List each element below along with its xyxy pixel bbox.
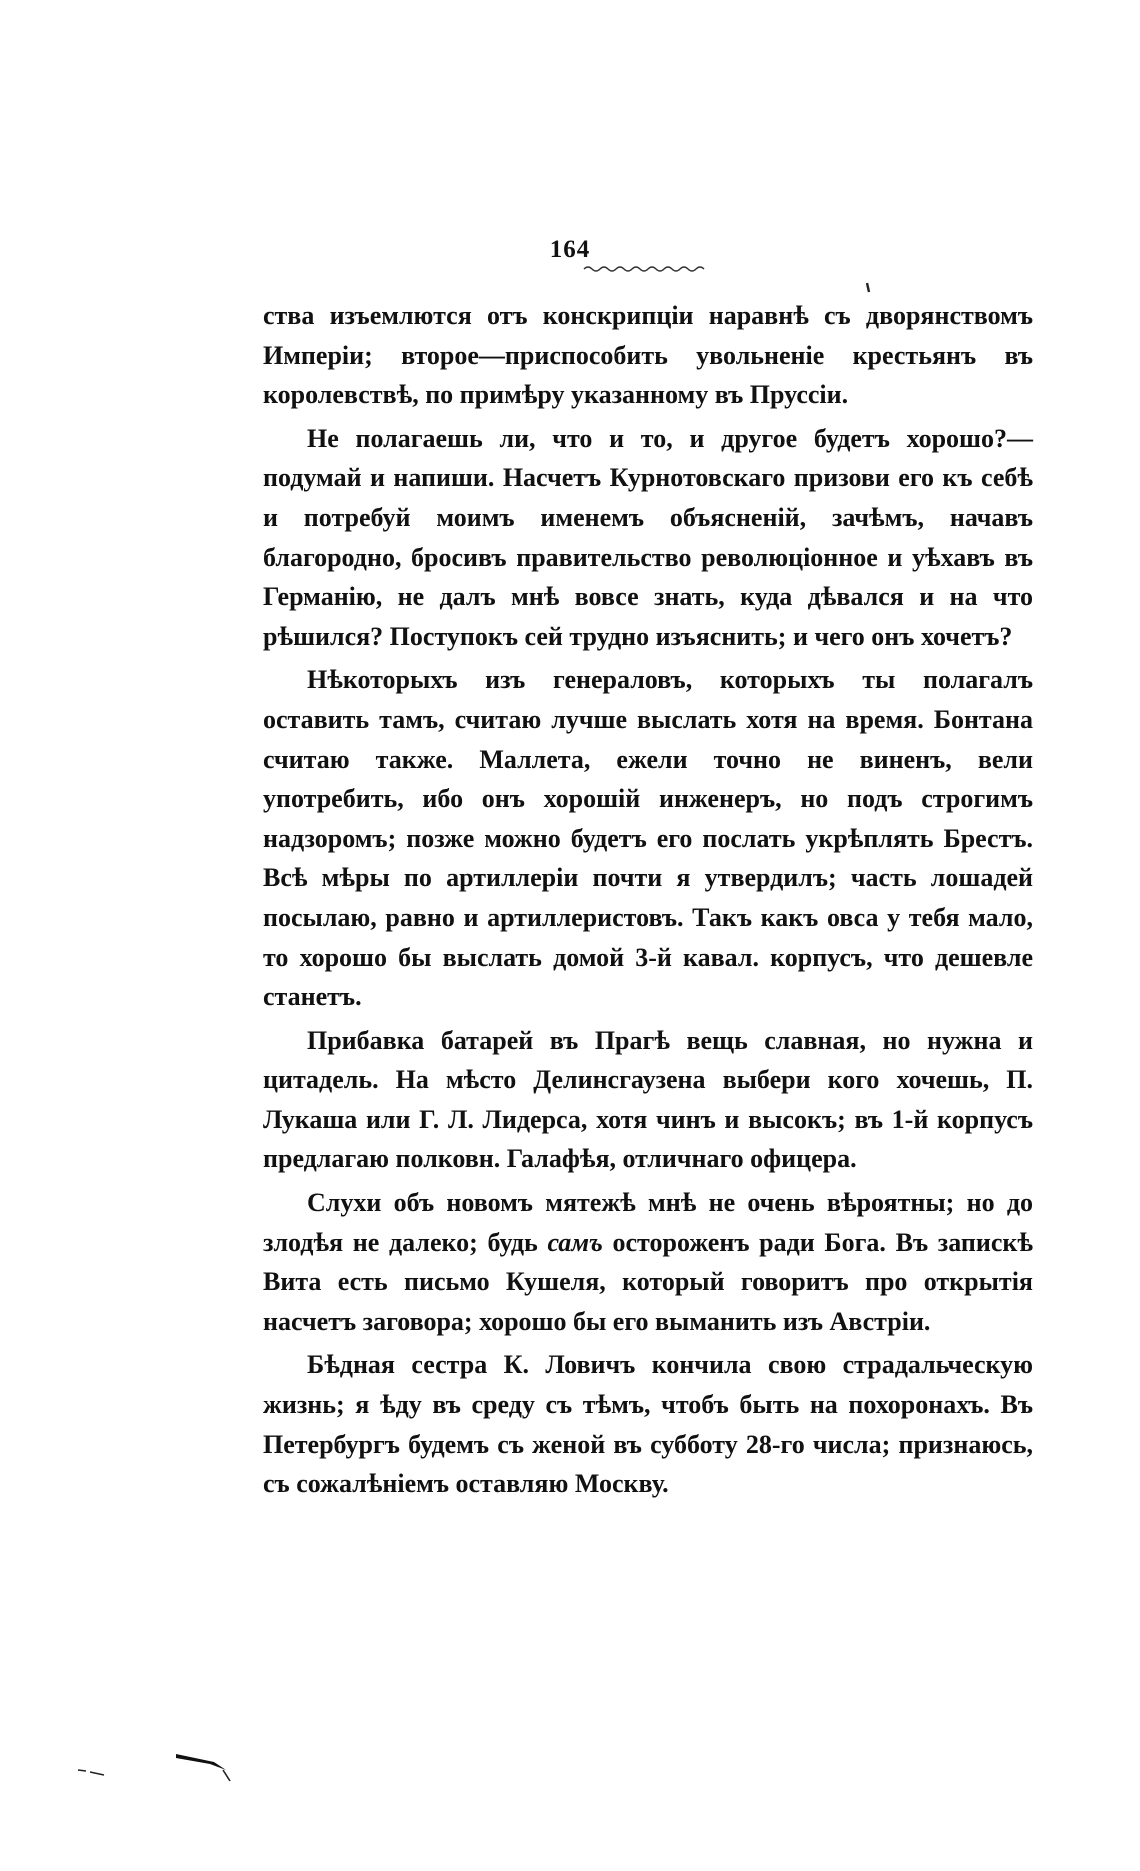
paragraph: Бѣдная сестра К. Ловичъ кончила свою страдальческую жизнь; я ѣду въ среду съ тѣмъ, чтобъ быть на похоронахъ. Въ Петербургъ будемъ съ женой въ субботу 28-го числа; признаюсь, съ сожалѣніемъ оставляю Москву. <box>263 1350 1033 1499</box>
paragraph: Нѣкоторыхъ изъ генераловъ, которыхъ ты полагалъ оставить тамъ, считаю лучше выслать хотя на время. Бонтана считаю также. Маллета, ежели точно не виненъ, вели употребить, ибо онъ хорошій инженеръ, но подъ строгимъ надзоромъ; позже можно будетъ его послать укрѣплять Брестъ. Всѣ мѣры по артиллеріи почти я утвердилъ; часть лошадей посылаю, равно и артиллеристовъ. Такъ какъ овса у тебя мало, то хорошо бы выслать домой 3-й кавал. корпусъ, что дешевле станетъ. <box>263 665 1033 1012</box>
scan-artifact-mark <box>220 1768 234 1784</box>
page-number: 164 <box>549 236 591 263</box>
paragraph-continuation: ства изъемлются отъ конскрипціи наравнѣ съ дворянствомъ Имперіи; второе—приспособить увольненіе крестьянъ въ королевствѣ, по примѣру указанному въ Пруссіи. <box>263 301 1033 410</box>
paragraph-text: Слухи объ новомъ мятежѣ мнѣ не очень вѣроятны; но до злодѣя не далеко; будь <box>263 1188 1033 1257</box>
paragraph-text: остороженъ ради Бога. Въ запискѣ Вита есть письмо Кушеля, который говоритъ про открытія насчетъ заговора; хорошо бы его выманить изъ Австріи. <box>263 1227 1033 1336</box>
paragraph: Не полагаешь ли, что и то, и другое будетъ хорошо?—подумай и напиши. Насчетъ Курнотовскаго призови его къ себѣ и потребуй моимъ именемъ объясненій, зачѣмъ, начавъ благородно, бросивъ правительство революціонное и уѣхавъ въ Германію, не далъ мнѣ вовсе знать, куда дѣвался и на что рѣшился? Поступокъ сей трудно изъяснить; и чего онъ хочетъ? <box>263 423 1033 651</box>
paragraph: Прибавка батарей въ Прагѣ вещь славная, но нужна и цитадель. На мѣсто Делинсгаузена выбери кого хочешь, П. Лукаша или Г. Л. Лидерса, хотя чинъ и высокъ; въ 1-й корпусъ предлагаю полковн. Галафѣя, отличнаго офицера. <box>263 1025 1033 1174</box>
scan-artifact-mark <box>864 282 872 294</box>
paragraph <box>263 1183 1033 1341</box>
scan-artifact-mark <box>76 1766 108 1778</box>
emphasized-word: самъ <box>547 1227 603 1257</box>
wavy-rule-ornament <box>582 262 712 276</box>
body-text <box>263 296 1033 1508</box>
